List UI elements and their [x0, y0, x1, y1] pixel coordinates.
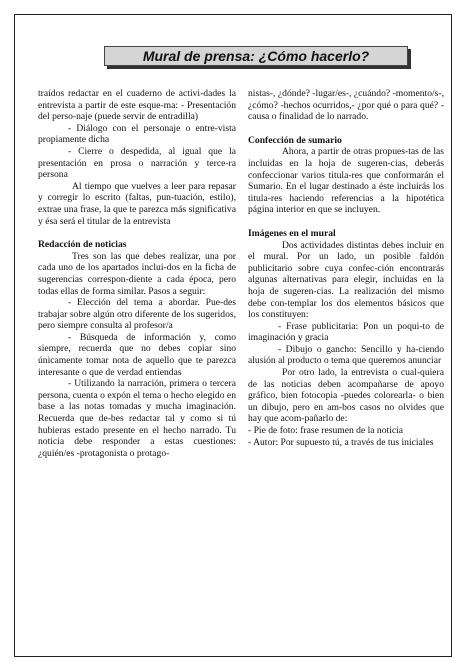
- paragraph: Ahora, a partir de otras propues-tas de las incluidas en la hoja de sugeren-cias, deberás confeccionar varios titula-res que conformarán el Sumario. En el lugar destinado a éste incluirás los titula-res haciendo referencias a la hipotética página interior en que se incluyen.: [248, 146, 444, 216]
- paragraph: - Autor: Por supuesto tú, a través de tus iniciales: [248, 436, 434, 448]
- paragraph: - Frase publicitaria: Pon un poqui-to de imaginación y gracia: [248, 320, 444, 344]
- paragraph: nistas-, ¿dónde? -lugar/es-, ¿cuándo? -momento/s-, ¿cómo? -hechos ocurridos,- ¿por qué o para qué? -causa o finalidad de lo narrado.: [248, 88, 444, 123]
- left-column: [38, 88, 236, 459]
- paragraph: Tres son las que debes realizar, una por cada uno de los apartados inclui-dos en la ficha de sugerencias correspon-diente a cada época, pero todas ellas de forma similar. Pasos a seguir:: [38, 250, 236, 297]
- paragraph: Por otro lado, la entrevista o cual-quiera de las noticias deben acompañarse de apoyo gráfico, bien fotocopia -puedes colorearla- o bien un dibujo, pero en am-bos casos no olvides que hay que acom-pañarlo de:: [248, 367, 444, 425]
- right-column: [248, 88, 444, 448]
- section-heading-sumario: Confección de sumario: [248, 134, 342, 146]
- section-heading-imagenes: Imágenes en el mural: [248, 227, 336, 239]
- paragraph: - Dibujo o gancho: Sencillo y ha-ciendo alusión al producto o tema que queremos anunciar: [248, 343, 444, 367]
- paragraph: Al tiempo que vuelves a leer para repasar y corregir lo escrito (faltas, pun-tuación, estilo), extrae una frase, la que te parezca más significativa y ésa será el titular de la entrevista: [38, 180, 236, 227]
- paragraph: - Cierre o despedida, al igual que la presentación en prosa o narración y terce-ra persona: [38, 145, 236, 181]
- paragraph: - Elección del tema a abordar. Pue-des trabajar sobre algún otro diferente de los sugeridos, pero siempre consulta al profesor/a: [38, 297, 236, 332]
- paragraph: - Pie de foto: frase resumen de la noticia: [248, 425, 404, 437]
- section-heading-noticias: Redacción de noticias: [38, 239, 127, 251]
- paragraph: - Utilizando la narración, primera o tercera persona, cuenta o expón el tema o hecho elegido en base a las notas tomadas y mucha imaginación. Recuerda que de-bes redactar tal y como si tú hubieras estado presente en el hecho narrado. Tu noticia debe responder a estas cuestiones: ¿quién/es -protagonista o protago-: [38, 378, 236, 459]
- paragraph: - Diálogo con el personaje o entre-vista propiamente dicha: [38, 122, 236, 146]
- paragraph: - Búsqueda de información y, como siempre, recuerda que no debes copiar sino únicamente tomar nota de aquello que te parezca interesante o que de verdad entiendas: [38, 331, 236, 378]
- page-title: Mural de prensa: ¿Cómo hacerlo?: [104, 46, 408, 66]
- paragraph: Dos actividades distintas debes incluir en el mural. Por un lado, un posible faldón publicitario sobre cuya confec-ción encontrarás algunas alternativas para elegir, incluidas en la hoja de sugeren-cias. La realización del mismo debe con-templar los dos elementos básicos que los constituyen:: [248, 239, 444, 321]
- paragraph: traídos redactar en el cuaderno de activi-dades la entrevista a partir de este esque-ma: - Presentación del perso-naje (puede servir de entradilla): [38, 88, 236, 123]
